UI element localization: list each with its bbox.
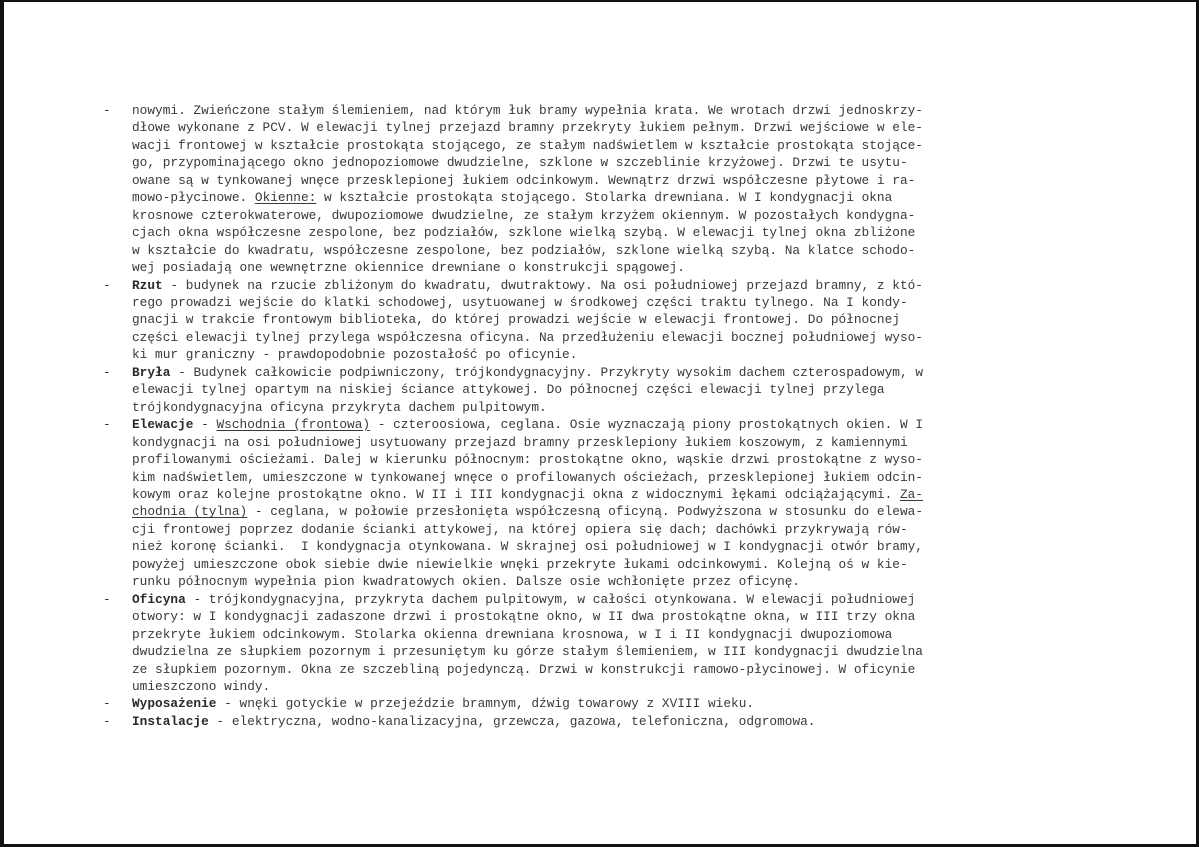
list-item-instalacje — [103, 713, 1103, 730]
bullet-dash: - — [103, 277, 111, 293]
text-line: powyżej umieszczone obok siebie dwie niewielkie wnęki przekryte łukami odcinkowymi. Kolejną oś w kie- — [132, 556, 908, 572]
bullet-dash: - — [103, 364, 111, 380]
text-line — [132, 416, 1103, 433]
bullet-dash: - — [103, 696, 111, 712]
zachodnia-label-part1: Za- — [899, 486, 923, 502]
text-span: - ceglana, w połowie przesłonięta współczesną oficyną. Podwyższona w stosunku do elewa- — [254, 504, 923, 520]
text-line: cji frontowej poprzez dodanie ścianki attykowej, na której opiera się dach; dachówki przykrywają rów- — [132, 521, 908, 537]
text-line — [132, 189, 1103, 206]
text-span: elektryczna, wodno-kanalizacyjna, grzewcza, gazowa, telefoniczna, odgromowa. — [231, 713, 816, 729]
separator: - — [185, 591, 209, 607]
text-span: budynek na rzucie zbliżonym do kwadratu, dwutraktowy. Na osi południowej przejazd bramny, z któ- — [185, 277, 923, 293]
section-label: Wyposażenie — [132, 696, 217, 712]
frontowa-label: Wschodnia (frontowa) — [216, 417, 371, 433]
text-line: otwory: w I kondygnacji zadaszone drzwi i prostokątne okno, w II dwa prostokątne okna, w III trzy okna — [132, 609, 916, 625]
text-line — [132, 364, 1103, 381]
text-line: ze słupkiem pozornym. Okna ze szczebliną pojedynczą. Drzwi w konstrukcji ramowo-płycinowej. W oficynie — [132, 661, 916, 677]
text-line — [132, 486, 1103, 503]
text-line: runku północnym wypełnia pion kwadratowych okien. Dalsze osie wchłonięte przez oficynę. — [132, 574, 801, 590]
text-span: kowym oraz kolejne prostokątne okno. W II i III kondygnacji okna z widocznymi łękami odciążającymi. — [132, 486, 893, 502]
text-line: cjach okna współczesne zespolone, bez podziałów, szklone wielką szybą. W elewacji tylnej okna zbliżone — [132, 225, 916, 241]
text-span: mowo-płycinowe. — [132, 190, 248, 206]
separator: - — [216, 696, 240, 712]
text-line — [132, 503, 1103, 520]
text-span: wnęki gotyckie w przejeździe bramnym, dźwig towarowy z XVIII wieku. — [239, 696, 755, 712]
text-line: trójkondygnacyjna oficyna przykryta dachem pulpitowym. — [132, 399, 547, 415]
text-line: elewacji tylnej opartym na niskiej ściance attykowej. Do północnej części elewacji tylnej przylega — [132, 382, 885, 398]
section-label: Elewacje — [132, 417, 194, 433]
text-line: gnacji w trakcie frontowym biblioteka, do której prowadzi wejście w elewacji frontowej. Do północnej — [132, 312, 900, 328]
text-line: profilowanymi ościeżami. Dalej w kierunku północnym: prostokątne okno, wąskie drzwi prostokątne z wyso- — [132, 452, 923, 468]
text-line — [132, 591, 1103, 608]
separator: - — [193, 417, 217, 433]
text-line: krosnowe czterokwaterowe, dwupoziomowe dwudzielne, ze stałym krzyżem okiennym. W pozostałych kondygna- — [132, 207, 916, 223]
text-line: umieszczono windy. — [132, 678, 271, 694]
text-line: rego prowadzi wejście do klatki schodowej, usytuowanej w środkowej części traktu tylnego. Na I kondy- — [132, 294, 908, 310]
list-item-continuation — [103, 102, 1103, 277]
list-item-elewacje — [103, 416, 1103, 591]
text-line: dłowe wykonane z PCV. W elewacji tylnej przejazd bramny przekryty łukiem pełnym. Drzwi wejściowe w ele- — [132, 120, 923, 136]
bullet-dash: - — [103, 103, 111, 118]
text-line: dwudzielna ze słupkiem pozornym i przesuniętym ku górze stałym ślemieniem, w III kondygnacji dwudzielna — [132, 644, 923, 660]
text-line — [132, 713, 1103, 730]
document-body — [103, 102, 1103, 730]
list-item-oficyna — [103, 591, 1103, 696]
text-line: przekryte łukiem odcinkowym. Stolarka okienna drewniana krosnowa, w I i II kondygnacji dwupoziomowa — [132, 626, 893, 642]
text-line: nież koronę ścianki. I kondygnacja otynkowana. W skrajnej osi południowej w I kondygnacji otwór bramy, — [132, 539, 923, 555]
text-line: kondygnacji na osi południowej usytuowany przejazd bramny przesklepiony łukiem koszowym, z kamiennymi — [132, 434, 908, 450]
text-span: trójkondygnacyjna, przykryta dachem pulpitowym, w całości otynkowana. W elewacji południowej — [208, 591, 916, 607]
text-line: wacji frontowej w kształcie prostokąta stojącego, ze stałym nadświetlem w kształcie prostokąta stojące- — [132, 137, 923, 153]
text-span: Budynek całkowicie podpiwniczony, trójkondygnacyjny. Przykryty wysokim dachem czterospadowym, w — [193, 364, 923, 380]
separator: - — [170, 364, 194, 380]
text-line: go, przypominającego okno jednopoziomowe dwudzielne, szklone w szczeblinie krzyżowej. Drzwi te usytu- — [132, 155, 908, 171]
text-line: w kształcie do kwadratu, współczesne zespolone, bez podziałów, szklone wielką szybą. Na klatce schodo- — [132, 242, 916, 258]
separator: - — [162, 277, 186, 293]
zachodnia-label-part2: chodnia (tylna) — [132, 504, 248, 520]
bullet-dash: - — [103, 417, 111, 433]
list-item-bryla — [103, 364, 1103, 416]
section-label: Rzut — [132, 277, 163, 293]
text-line: kim nadświetlem, umieszczone w tynkowanej wnęce o profilowanych ościeżach, przesklepionej łukiem odcin- — [132, 469, 923, 485]
list-item-wyposazenie — [103, 695, 1103, 712]
text-line: wej posiadają one wewnętrzne okiennice drewniane o konstrukcji spągowej. — [132, 260, 685, 276]
text-line: części elewacji tylnej przylega współczesna oficyna. Na przedłużeniu elewacji bocznej południowej wyso- — [132, 329, 923, 345]
section-label: Oficyna — [132, 591, 186, 607]
text-line — [132, 277, 1103, 294]
text-line: nowymi. Zwieńczone stałym ślemieniem, nad którym łuk bramy wypełnia krata. We wrotach drzwi jednoskrzy- — [132, 103, 923, 118]
text-line: ki mur graniczny - prawdopodobnie pozostałość po oficynie. — [132, 347, 578, 363]
text-line — [132, 695, 1103, 712]
separator: - — [208, 713, 232, 729]
section-label: Bryła — [132, 364, 171, 380]
section-label: Instalacje — [132, 713, 209, 729]
text-span: - czteroosiowa, ceglana. Osie wyznaczają piony prostokątnych okien. W I — [377, 417, 924, 433]
bullet-dash: - — [103, 713, 111, 729]
list-item-rzut — [103, 277, 1103, 364]
bullet-dash: - — [103, 591, 111, 607]
okienne-label: Okienne: — [254, 190, 317, 206]
text-span: w kształcie prostokąta stojącego. Stolarka drewniana. W I kondygnacji okna — [324, 190, 893, 206]
text-line: owane są w tynkowanej wnęce przesklepionej łukiem odcinkowym. Wewnątrz drzwi współczesne płytowe i ra- — [132, 172, 916, 188]
